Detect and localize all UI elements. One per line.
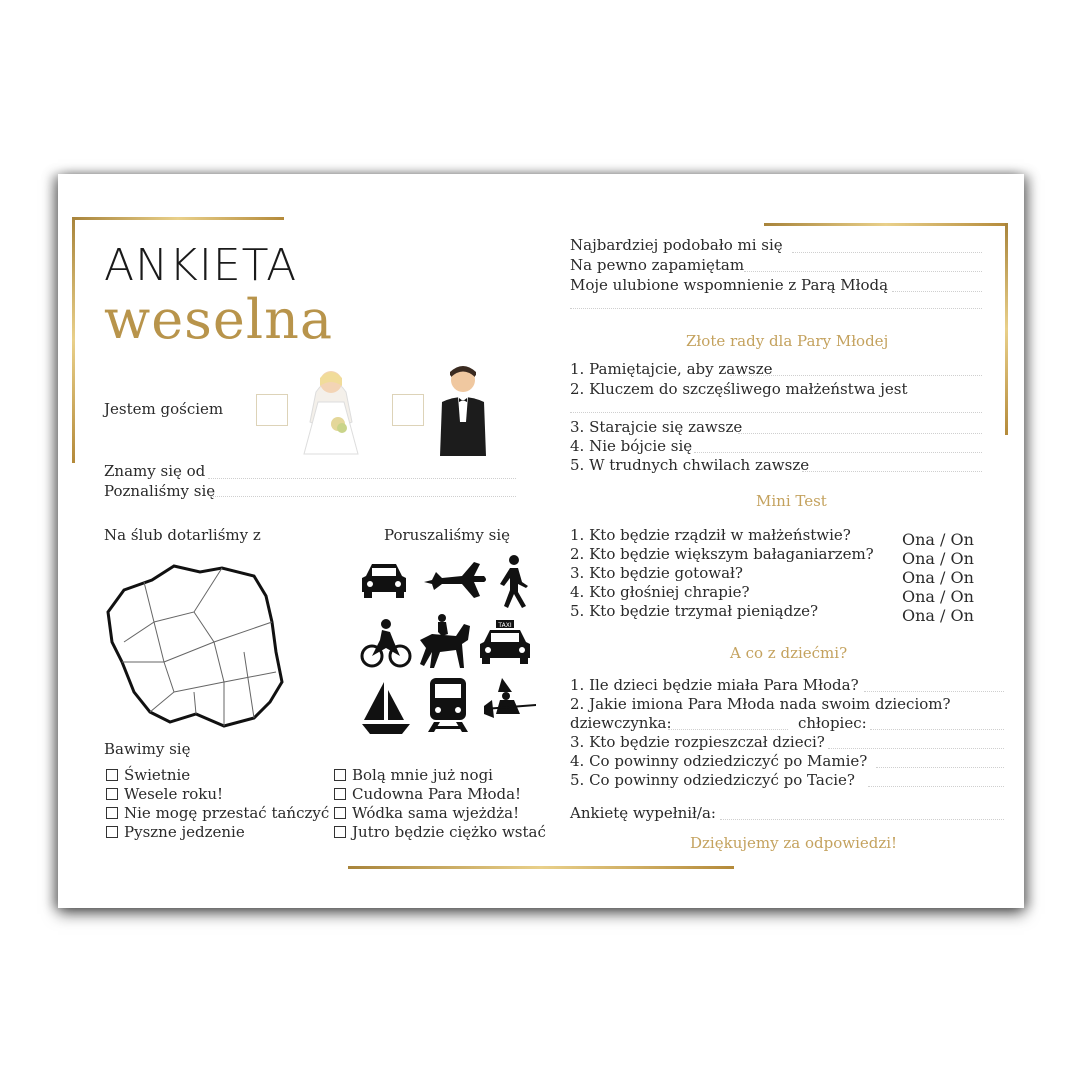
top-line-1-fill[interactable] [792,252,982,253]
gold-border-left [72,217,75,463]
checkbox[interactable] [334,807,346,819]
fun-options-a [106,766,329,842]
test-question: 1. Kto będzie rządził w małżeństwie? [570,526,851,544]
gold-border-right [1005,223,1008,435]
test-answer[interactable]: Ona / On [902,606,974,625]
test-question: 3. Kto będzie gotował? [570,564,743,582]
kids-4-line[interactable] [876,767,1004,768]
known-since-line[interactable] [208,478,516,479]
fun-option-label: Pyszne jedzenie [124,823,245,841]
test-list [570,526,874,621]
taxi-icon [478,620,532,666]
kids-5-line[interactable] [868,786,1004,787]
fun-option[interactable] [106,785,329,804]
girl-line[interactable] [668,729,788,730]
test-answers [902,530,974,625]
advice-4: 4. Nie bójcie się [570,437,693,455]
kids-3-line[interactable] [828,748,1004,749]
groom-checkbox[interactable] [392,394,424,426]
train-icon [426,676,470,734]
met-label: Poznaliśmy się [104,482,216,500]
filled-by-label: Ankietę wypełnił/a: [570,804,716,822]
kids-5: 5. Co powinny odziedziczyć po Tacie? [570,771,855,789]
fun-option-label: Jutro będzie ciężko wstać [352,823,546,841]
advice-3: 3. Starajcie się zawsze [570,418,743,436]
advice-1: 1. Pamiętajcie, aby zawsze [570,360,773,378]
fun-option-label: Bolą mnie już nogi [352,766,493,784]
test-question: 5. Kto będzie trzymał pieniądze? [570,602,819,620]
top-line-2: Na pewno zapamiętam [570,256,745,274]
met-line[interactable] [210,496,516,497]
test-answer[interactable]: Ona / On [902,587,974,606]
girl-label: dziewczynka: [570,714,672,732]
thanks-text: Dziękujemy za odpowiedzi! [690,834,898,852]
top-line-1: Najbardziej podobało mi się [570,236,783,254]
test-answer[interactable]: Ona / On [902,530,974,549]
fun-option[interactable] [334,785,546,804]
test-title: Mini Test [756,492,827,510]
checkbox[interactable] [106,788,118,800]
bicycle-icon [360,618,412,668]
fun-option[interactable] [106,766,329,785]
title-line2: weselna [104,288,334,351]
test-answer[interactable]: Ona / On [902,549,974,568]
advice-3-line[interactable] [738,433,982,434]
known-since-label: Znamy się od [104,462,206,480]
fun-option[interactable] [334,823,546,842]
gold-border-bottom [348,866,734,869]
filled-by-line[interactable] [720,819,1004,820]
top-line-3-fill[interactable] [892,291,982,292]
bride-checkbox[interactable] [256,394,288,426]
boy-line[interactable] [870,729,1004,730]
walking-icon [496,554,530,608]
kids-1-line[interactable] [864,691,1004,692]
survey-card [58,174,1024,908]
fun-option-label: Wódka sama wjeżdża! [352,804,520,822]
witch-broom-icon [482,678,538,726]
advice-4-line[interactable] [694,452,982,453]
advice-2: 2. Kluczem do szczęśliwego małżeństwa jest [570,380,908,398]
fun-options-b [334,766,546,842]
checkbox[interactable] [106,769,118,781]
horse-rider-icon [416,614,472,670]
gold-border-top-left [72,217,284,220]
fun-option-label: Wesele roku! [124,785,224,803]
fun-label: Bawimy się [104,740,191,758]
kids-title: A co z dziećmi? [730,644,848,662]
bride-icon [298,362,364,456]
guest-label: Jestem gościem [104,400,224,418]
groom-icon [436,362,490,458]
car-icon [360,560,408,600]
checkbox[interactable] [106,826,118,838]
kids-3: 3. Kto będzie rozpieszczał dzieci? [570,733,825,751]
checkbox[interactable] [106,807,118,819]
kids-1: 1. Ile dzieci będzie miała Para Młoda? [570,676,859,694]
test-answer[interactable]: Ona / On [902,568,974,587]
top-line-4-fill[interactable] [570,308,982,309]
test-question: 4. Kto głośniej chrapie? [570,583,750,601]
top-line-3: Moje ulubione wspomnienie z Parą Młodą [570,276,889,294]
fun-option[interactable] [106,823,329,842]
checkbox[interactable] [334,826,346,838]
top-line-2-fill[interactable] [744,271,982,272]
fun-option[interactable] [334,804,546,823]
advice-5: 5. W trudnych chwilach zawsze [570,456,810,474]
svg-text:TAXI: TAXI [498,622,512,629]
sailboat-icon [360,680,412,734]
kids-2: 2. Jakie imiona Para Młoda nada swoim dzieciom? [570,695,951,713]
boy-label: chłopiec: [798,714,867,732]
advice-2-line[interactable] [570,412,982,413]
ceremony-label: Na ślub dotarliśmy z [104,526,261,544]
gold-border-top-right [764,223,1008,226]
fun-option[interactable] [106,804,329,823]
fun-option[interactable] [334,766,546,785]
transport-label: Poruszaliśmy się [384,526,511,544]
poland-map-icon [104,562,286,730]
advice-5-line[interactable] [802,471,982,472]
checkbox[interactable] [334,788,346,800]
fun-option-label: Świetnie [124,766,191,784]
test-question: 2. Kto będzie większym bałaganiarzem? [570,545,874,563]
fun-option-label: Cudowna Para Młoda! [352,785,522,803]
checkbox[interactable] [334,769,346,781]
title-line1: ANKIETA [104,240,298,291]
advice-title: Złote rady dla Pary Młodej [686,332,889,350]
advice-1-line[interactable] [730,375,982,376]
airplane-icon [422,560,488,600]
kids-4: 4. Co powinny odziedziczyć po Mamie? [570,752,868,770]
fun-option-label: Nie mogę przestać tańczyć [124,804,330,822]
